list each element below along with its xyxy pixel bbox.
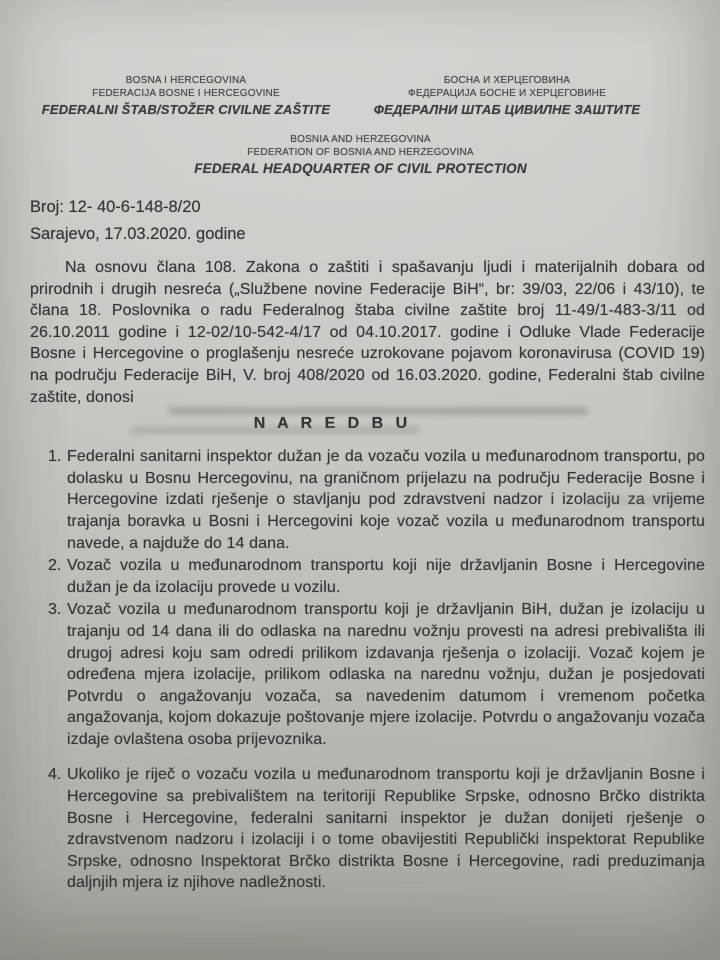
- letterhead-latin-federation: FEDERACIJA BOSNE I HERCEGOVINE: [92, 88, 280, 99]
- letterhead-english-country: BOSNIA AND HERZEGOVINA: [290, 134, 431, 145]
- letterhead-english-org: FEDERAL HEADQUARTER OF CIVIL PROTECTION: [194, 161, 527, 176]
- letterhead-latin-country: BOSNA I HERCEGOVINA: [125, 75, 247, 86]
- letterhead-english-federation: FEDERATION OF BOSNIA AND HERZEGOVINA: [247, 147, 474, 158]
- letterhead-latin-org: FEDERALNI ŠTAB/STOŽER CIVILNE ZAŠTITE: [41, 102, 331, 117]
- letterhead: [30, 74, 705, 118]
- order-item-4-text: Ukoliko je riječ o vozaču vozila u međunarodnom transportu koji je državljanin Bosne i Hercegovine sa prebivalištem na teritoriji Republike Srpske, odnosno Brčko distrikta Bosne i Hercegovine, federalni sanitarni inspektor je dužan donijeti rješenje o zdravstvenom nadzoru i izolaciji i o tome obavijestiti Republički inspektorat Republike Srpske, odnosno Inspektorat Brčko distrikta Bosne i Hercegovine, radi preduzimanja daljnjih mjera iz njihove nadležnosti.: [67, 766, 705, 892]
- letterhead-latin: [30, 74, 342, 118]
- order-item-2-number: 2.: [48, 557, 62, 575]
- letterhead-cyrillic-org: ФЕДЕРАЛНИ ШТАБ ЦИВИЛНЕ ЗАШТИТЕ: [373, 102, 641, 117]
- order-item-2: [48, 555, 705, 598]
- letterhead-cyrillic: [342, 74, 672, 118]
- order-item-4: [48, 764, 705, 894]
- letterhead-cyrillic-federation: ФЕДЕРАЦИЈА БОСНЕ И ХЕРЦЕГОВИНЕ: [408, 88, 606, 99]
- order-item-2-text: Vozač vozila u međunarodnom transportu koji nije državljanin Bosne i Hercegovine dužan je da izolaciju provede u vozilu.: [67, 557, 705, 596]
- place-and-date: Sarajevo, 17.03.2020. godine: [30, 225, 246, 243]
- order-title: N A R E D B U: [253, 415, 412, 433]
- letterhead-cyrillic-country: БОСНА И ХЕРЦЕГОВИНА: [443, 75, 571, 86]
- order-item-1-text: Federalni sanitarni inspektor dužan je da vozaču vozila u međunarodnom transportu, po dolasku u Bosnu Hercegovinu, na graničnom prijelazu na području Federacije Bosne i Hercegovine izdati rješenje o stavljanju pod zdravstveni nadzor i izolaciju za vrijeme trajanja boravka u Bosni i Hercegovini koje vozač vozila u međunarodnom transportu navede, a najduže do 14 dana.: [67, 448, 705, 552]
- order-item-1: [48, 446, 705, 554]
- letterhead-english: [30, 133, 691, 177]
- order-item-3: [48, 599, 705, 750]
- preamble-paragraph: Na osnovu člana 108. Zakona o zaštiti i spašavanju ljudi i materijalnih dobara od prirodnih i drugih nesreća („Službene novine Federacije BiH“, br: 39/03, 22/06 i 43/10), te člana 18. Poslovnika o radu Federalnog štaba civilne zaštite broj 11-49/1-483-3/11 od 26.10.2011 godine i 12-02/10-542-4/17 od 04.10.2017. godine i Odluke Vlade Federacije Bosne i Hercegovine o proglašenju nesreće uzrokovane pojavom koronavirusa (COVID 19) na području Federacije BiH, V. broj 408/2020 od 16.03.2020. godine, Federalni štab civilne zaštite, donosi: [30, 259, 705, 406]
- order-items-list: [30, 446, 705, 894]
- order-item-3-text: Vozač vozila u međunarodnom transportu koji je državljanin BiH, dužan je izolaciju u trajanju od 14 dana ili do odlaska na narednu vožnju provesti na adresi prebivališta ili drugoj adresi koju sam odredi prilikom izdavanja rješenja o izolaciji. Vozač kojem je određena mjera izolacije, prilikom odlaska na narednu vožnju, dužan je posjedovati Potvrdu o angažovanju vozača, sa navedenim datumom i vremenom početka angažovanja, kojom dokazuje poštovanje mjere izolacije. Potvrdu o angažovanju vozača izdaje ovlaštena osoba prijevoznika.: [67, 601, 705, 748]
- order-item-3-number: 3.: [48, 601, 62, 619]
- reference-number: Broj: 12- 40-6-148-8/20: [30, 198, 201, 216]
- order-item-4-number: 4.: [48, 766, 62, 784]
- reference-block: [30, 194, 705, 248]
- order-item-1-number: 1.: [48, 448, 62, 466]
